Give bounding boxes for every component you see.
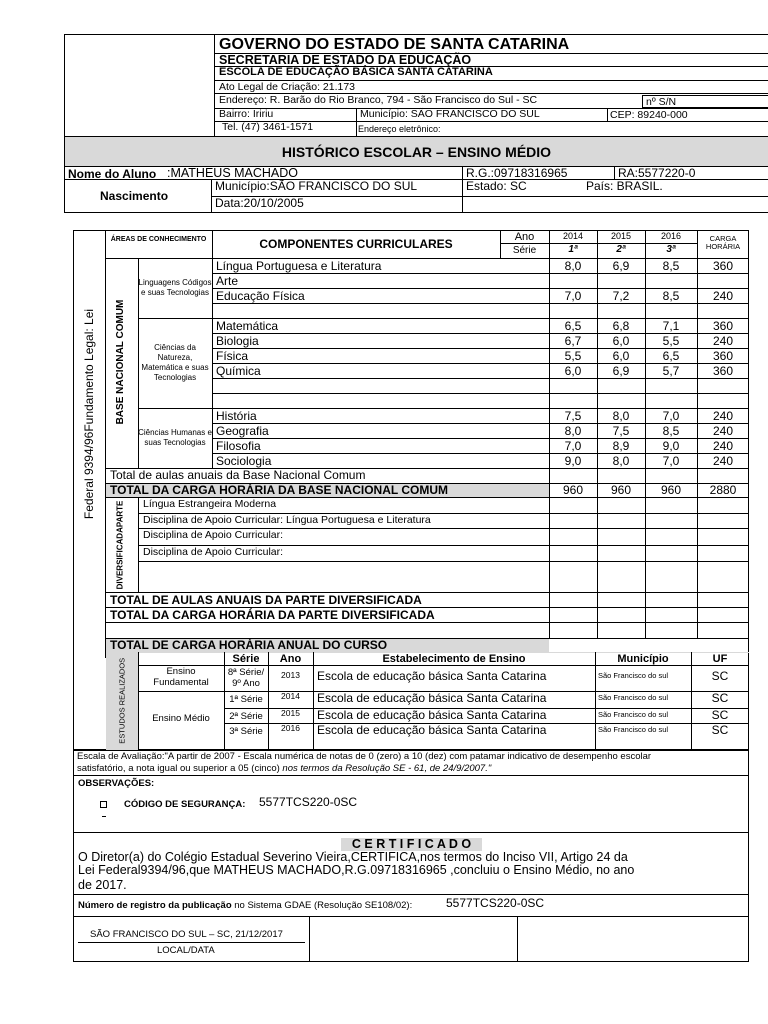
birth-estado: Estado: SC: [466, 179, 527, 193]
subject-name: Filosofia: [216, 439, 261, 453]
grade-cell: 6,7: [564, 334, 582, 348]
estudos-row-ano: 2013: [281, 670, 300, 680]
cert-line2: Lei Federal9394/96,que MATHEUS MACHADO,R.G.09718316965 ,concluiu o Ensino Médio, no ano: [78, 863, 635, 877]
total-carga-value: 960: [660, 483, 682, 497]
footer-local: LOCAL/DATA: [157, 945, 215, 956]
total-carga-value: 2880: [709, 483, 737, 497]
estudos-row-estab: Escola de educação básica Santa Catarina: [317, 669, 547, 683]
subject-name: Biologia: [216, 334, 259, 348]
estudos-row-mun: São Francisco do sul: [598, 671, 669, 680]
grade-cell: 7,5: [612, 424, 630, 438]
estudos-serie-header: Série: [232, 653, 260, 665]
escala-line2: satisfatório, a nota igual ou superior a 05 (cinco) nos termos da Resolução SE - 61, de 24/9/2007.": [77, 763, 492, 774]
carga-cell: 240: [712, 439, 734, 453]
telefone: Tel. (47) 3461-1571: [222, 121, 314, 133]
estudos-row-mun: São Francisco do sul: [598, 725, 669, 734]
carga-cell: 360: [712, 259, 734, 273]
subject-name: Arte: [216, 274, 239, 288]
estudos-row-estab: Escola de educação básica Santa Catarina: [317, 708, 547, 722]
carga-cell: 240: [712, 454, 734, 468]
estudos-mun-header: Município: [617, 653, 669, 665]
ensino-medio-label: Ensino Médio: [152, 713, 210, 724]
grade-cell: 7,5: [564, 409, 582, 423]
grade-cell: 5,5: [662, 334, 680, 348]
grade-cell: 7,1: [662, 319, 680, 333]
municipio-header: Município: SÃO FRANCISCO DO SUL: [360, 108, 540, 120]
grade-cell: 7,0: [564, 439, 582, 453]
carga-cell: 360: [712, 319, 734, 333]
birth-pais: País: BRASIL.: [586, 179, 663, 193]
estudos-row-serie: 8ª Série/ 9º Ano: [227, 667, 265, 690]
endereco: Endereço: R. Barão do Rio Branco, 794 - São Francisco do Sul - SC: [219, 94, 538, 106]
estudos-row-ano: 2015: [281, 708, 300, 718]
estudos-row-serie: 1ª Série: [229, 694, 263, 705]
areas-header: ÁREAS DE CONHECIMENTO: [110, 236, 207, 243]
base-nacional-vertical: BASE NACIONAL COMUM: [115, 299, 126, 425]
serie-2: 3ª: [666, 244, 676, 255]
grade-cell: 6,0: [564, 364, 582, 378]
legal-basis-vertical: Federal 9394/96Fundamento Legal: Lei: [82, 308, 96, 520]
certificado-title: C E R T I F I C A D O: [351, 837, 472, 851]
subject-name: Sociologia: [216, 454, 272, 468]
year-2: 2016: [660, 231, 682, 241]
carga-cell: 360: [712, 364, 734, 378]
carga-cell: 240: [712, 409, 734, 423]
total-aulas-div: TOTAL DE AULAS ANUAIS DA PARTE DIVERSIFICADA: [110, 593, 422, 607]
grade-cell: 8,9: [612, 439, 630, 453]
total-carga-anual: TOTAL DE CARGA HORÁRIA ANUAL DO CURSO: [110, 638, 388, 652]
serie-1: 2ª: [616, 244, 626, 255]
total-carga-div: TOTAL DA CARGA HORÁRIA DA PARTE DIVERSIFICADA: [110, 608, 435, 622]
grade-cell: 5,5: [564, 349, 582, 363]
subject-name: História: [216, 409, 257, 423]
ato-legal: Ato Legal de Criação: 21.173: [219, 81, 356, 93]
grade-cell: 6,9: [612, 259, 630, 273]
diversificada-item: Disciplina de Apoio Curricular:: [143, 529, 284, 541]
grade-cell: 6,8: [612, 319, 630, 333]
grade-cell: 8,5: [662, 424, 680, 438]
year-0: 2014: [562, 231, 584, 241]
carga-header: CARGA HORÁRIA: [705, 234, 741, 252]
grade-cell: 8,5: [662, 289, 680, 303]
parte-diversificada-vertical: DIVERSIFICADAPARTE: [115, 500, 124, 590]
estudos-estab-header: Estabelecimento de Ensino: [382, 653, 526, 665]
nascimento-label: Nascimento: [100, 189, 169, 203]
total-carga-value: 960: [562, 483, 584, 497]
grade-cell: 9,0: [564, 454, 582, 468]
grade-cell: 6,5: [564, 319, 582, 333]
estudos-realizados-vertical: ESTUDOS REALIZADOS: [117, 658, 127, 744]
grade-cell: 6,0: [612, 334, 630, 348]
grade-cell: 8,0: [564, 259, 582, 273]
diversificada-item: Disciplina de Apoio Curricular:: [143, 546, 284, 558]
codigo-label: CÓDIGO DE SEGURANÇA:: [124, 799, 246, 810]
grade-cell: 7,0: [662, 454, 680, 468]
grade-cell: 8,0: [612, 409, 630, 423]
subject-name: Física: [216, 349, 249, 363]
serie-label: Série: [512, 245, 537, 256]
area-ciencias-natureza: Ciências da Natureza, Matemática e suas Tecnologias: [141, 343, 209, 382]
registro-value: 5577TCS220-0SC: [446, 896, 545, 910]
codigo-value: 5577TCS220-0SC: [259, 795, 358, 809]
school-name: ESCOLA DE EDUCAÇÃO BÁSICA SANTA CATARINA: [219, 66, 493, 78]
student-rg: R.G.:09718316965: [466, 166, 568, 180]
grade-cell: 6,5: [662, 349, 680, 363]
estudos-row-mun: São Francisco do sul: [598, 710, 669, 719]
estudos-row-serie: 2ª Série: [229, 711, 263, 722]
subject-name: Educação Física: [216, 289, 305, 303]
grade-cell: 5,7: [662, 364, 680, 378]
diversificada-item: Disciplina de Apoio Curricular: Língua Portuguesa e Literatura: [143, 514, 431, 526]
carga-cell: 360: [712, 349, 734, 363]
grade-cell: 9,0: [662, 439, 680, 453]
numero: nº S/N: [646, 96, 677, 108]
estudos-row-serie: 3ª Série: [229, 726, 263, 737]
carga-cell: 240: [712, 289, 734, 303]
estudos-row-ano: 2014: [281, 691, 300, 701]
student-name: :MATHEUS MACHADO: [167, 166, 299, 180]
bairro: Bairro: Iririu: [219, 108, 274, 120]
bullet-icon: [102, 816, 106, 818]
estudos-row-estab: Escola de educação básica Santa Catarina: [317, 723, 547, 737]
carga-cell: 240: [712, 334, 734, 348]
carga-cell: 240: [712, 424, 734, 438]
subject-name: Geografia: [216, 424, 269, 438]
grade-cell: 8,5: [662, 259, 680, 273]
total-aulas-base: Total de aulas anuais da Base Nacional Comum: [110, 468, 366, 482]
email: Endereço eletrônico:: [358, 124, 441, 134]
subject-name: Língua Portuguesa e Literatura: [216, 259, 382, 273]
estudos-row-uf: SC: [711, 691, 729, 705]
escala-line1: Escala de Avaliação:"A partir de 2007 - Escala numérica de notas de 0 (zero) a 10 (dez) com patamar indicativo de desempenho escolar: [77, 751, 652, 762]
total-carga-value: 960: [610, 483, 632, 497]
grade-cell: 7,2: [612, 289, 630, 303]
birth-municipio: Município:SÃO FRANCISCO DO SUL: [215, 179, 418, 193]
grade-cell: 8,0: [564, 424, 582, 438]
registro: Número de registro da publicação no Sistema GDAE (Resolução SE108/02):: [78, 900, 413, 911]
secretaria: SECRETARIA DE ESTADO DA EDUCAÇÃO: [219, 53, 472, 67]
subject-name: Química: [216, 364, 261, 378]
cert-line1: O Diretor(a) do Colégio Estadual Severino Vieira,CERTIFICA,nos termos do Inciso VII, Artigo 24 da: [78, 850, 628, 864]
student-ra: RA:5577220-0: [618, 166, 696, 180]
cep: CEP: 89240-000: [610, 109, 688, 121]
estudos-uf-header: UF: [712, 653, 728, 665]
serie-0: 1ª: [568, 244, 578, 255]
subject-name: Matemática: [216, 319, 279, 333]
birth-date: Data:20/10/2005: [215, 196, 304, 210]
ano-label: Ano: [514, 231, 535, 243]
grade-cell: 8,0: [612, 454, 630, 468]
grade-cell: 7,0: [662, 409, 680, 423]
total-carga-base: TOTAL DA CARGA HORÁRIA DA BASE NACIONAL COMUM: [110, 483, 448, 497]
year-1: 2015: [610, 231, 632, 241]
gov-title: GOVERNO DO ESTADO DE SANTA CATARINA: [219, 36, 570, 53]
estudos-row-estab: Escola de educação básica Santa Catarina: [317, 691, 547, 705]
grade-cell: 7,0: [564, 289, 582, 303]
nome-label: Nome do Aluno: [68, 167, 157, 181]
estudos-row-mun: São Francisco do sul: [598, 693, 669, 702]
footer-place: SÃO FRANCISCO DO SUL – SC, 21/12/2017: [90, 929, 283, 940]
diversificada-item: Língua Estrangeira Moderna: [143, 498, 277, 510]
grade-cell: 6,9: [612, 364, 630, 378]
area-ciencias-humanas: Ciências Humanas e suas Tecnologias: [138, 428, 212, 447]
estudos-ano-header: Ano: [279, 653, 302, 665]
checkbox-icon: [100, 801, 107, 808]
comp-header: COMPONENTES CURRICULARES: [259, 237, 453, 251]
estudos-row-uf: SC: [711, 669, 729, 683]
estudos-row-uf: SC: [711, 708, 729, 722]
obs-label: OBSERVAÇÕES:: [78, 778, 155, 789]
estudos-row-uf: SC: [711, 723, 729, 737]
document-title: HISTÓRICO ESCOLAR – ENSINO MÉDIO: [281, 144, 552, 160]
grade-cell: 6,0: [612, 349, 630, 363]
area-linguagens: Linguagens Códigos e suas Tecnologias: [138, 278, 212, 297]
cert-line3: de 2017.: [78, 878, 127, 892]
estudos-row-ano: 2016: [281, 723, 300, 733]
ensino-fundamental-label: Ensino Fundamental: [153, 665, 209, 688]
